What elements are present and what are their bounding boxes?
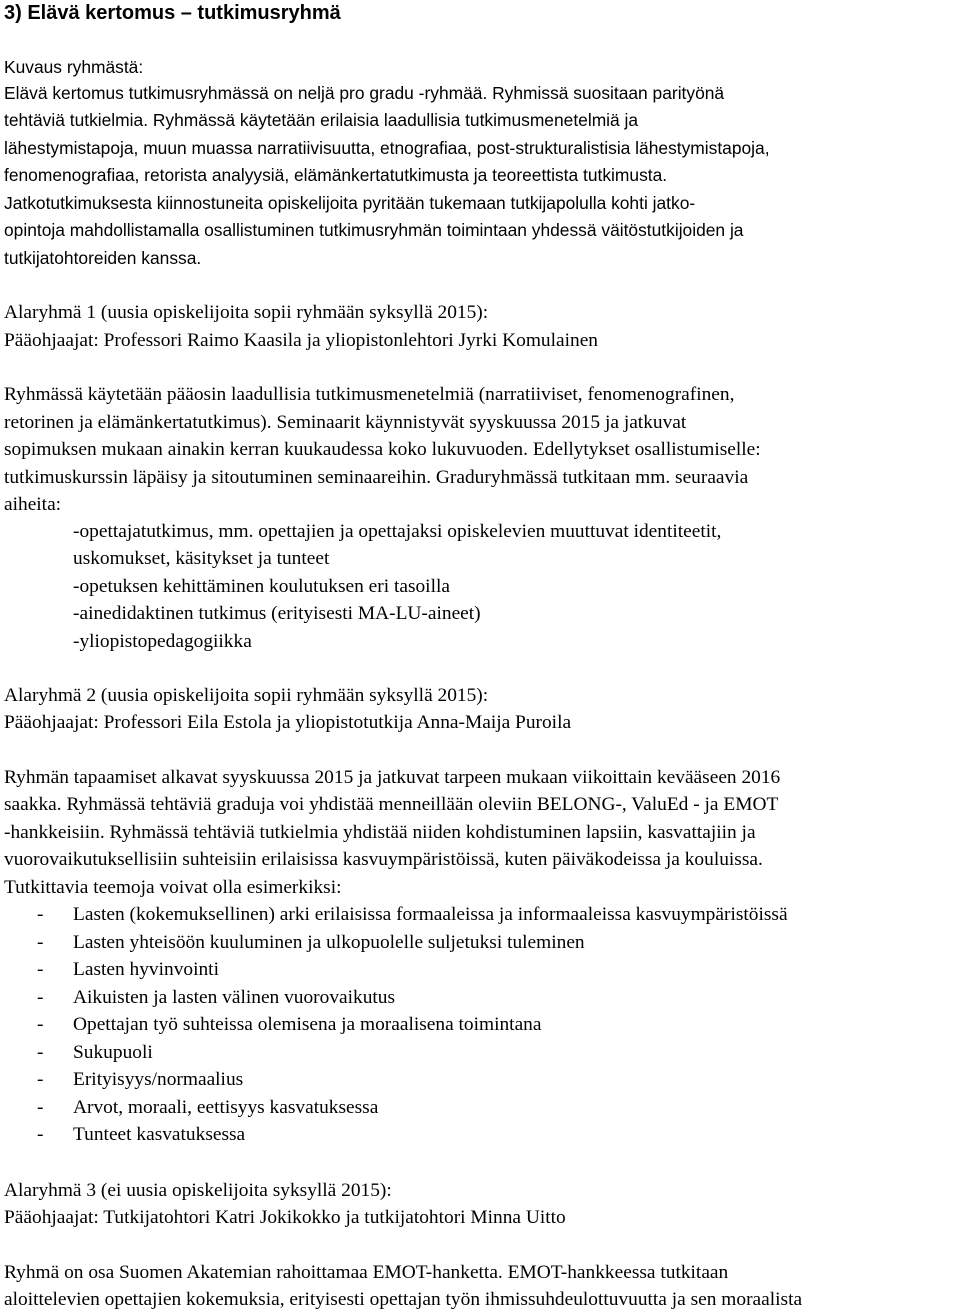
theme-item: Erityisyys/normaalius [73, 1069, 244, 1090]
list-dash: - [37, 1042, 44, 1063]
group3-title: Alaryhmä 3 (ei uusia opiskelijoita syksyllä 2015): [4, 1180, 392, 1201]
intro-label: Kuvaus ryhmästä: [4, 57, 144, 77]
intro-line: opintoja mahdollistamalla osallistuminen tutkimusryhmän toimintaan yhdessä väitöstutkijoiden ja [4, 220, 744, 240]
theme-item: Arvot, moraali, eettisyys kasvatuksessa [73, 1097, 379, 1118]
group1-topic: -ainedidaktinen tutkimus (erityisesti MA-LU-aineet) [73, 603, 481, 624]
theme-item: Opettajan työ suhteissa olemisena ja moraalisena toimintana [73, 1014, 542, 1035]
theme-item: Lasten (kokemuksellinen) arki erilaisissa formaaleissa ja informaaleissa kasvuympäristöissä [73, 904, 788, 925]
group3-line: aloittelevien opettajien kokemuksia, erityisesti opettajan työn ihmissuhdeulottuvuutta ja sen moraalista [4, 1289, 803, 1310]
group1-title: Alaryhmä 1 (uusia opiskelijoita sopii ryhmään syksyllä 2015): [4, 302, 489, 323]
group2-line: saakka. Ryhmässä tehtäviä graduja voi yhdistää menneillään oleviin BELONG-, ValuEd - ja EMOT [4, 794, 779, 815]
group1-topic: -opetuksen kehittäminen koulutuksen eri tasoilla [73, 576, 450, 597]
theme-item: Lasten hyvinvointi [73, 959, 219, 980]
group1-supervisors: Pääohjaajat: Professori Raimo Kaasila ja yliopistonlehtori Jyrki Komulainen [4, 330, 598, 351]
list-dash: - [37, 1124, 44, 1145]
section-heading: 3) Elävä kertomus – tutkimusryhmä [4, 2, 341, 24]
group1-line: aiheita: [4, 494, 62, 515]
intro-line: tehtäviä tutkielmia. Ryhmässä käytetään erilaisia laadullisia tutkimusmenetelmiä ja [4, 110, 639, 130]
group2-title: Alaryhmä 2 (uusia opiskelijoita sopii ryhmään syksyllä 2015): [4, 685, 489, 706]
group2-supervisors: Pääohjaajat: Professori Eila Estola ja yliopistotutkija Anna-Maija Puroila [4, 712, 572, 733]
list-dash: - [37, 1069, 44, 1090]
list-dash: - [37, 904, 44, 925]
theme-item: Lasten yhteisöön kuuluminen ja ulkopuolelle suljetuksi tuleminen [73, 932, 585, 953]
group2-line: vuorovaikutuksellisiin suhteisiin erilaisissa kasvuympäristöissä, kuten päiväkodeissa ja kouluissa. [4, 849, 763, 870]
group1-line: tutkimuskurssin läpäisy ja sitoutuminen seminaareihin. Graduryhmässä tutkitaan mm. seuraavia [4, 467, 749, 488]
group3-line: Ryhmä on osa Suomen Akatemian rahoittamaa EMOT-hanketta. EMOT-hankkeessa tutkitaan [4, 1262, 729, 1283]
intro-line: tutkijatohtoreiden kanssa. [4, 248, 202, 268]
group2-line: Tutkittavia teemoja voivat olla esimerkiksi: [4, 877, 342, 898]
list-dash: - [37, 987, 44, 1008]
list-dash: - [37, 932, 44, 953]
group1-line: sopimuksen mukaan ainakin kerran kuukaudessa koko lukuvuoden. Edellytykset osallistumiselle: [4, 439, 761, 460]
group2-line: Ryhmän tapaamiset alkavat syyskuussa 2015 ja jatkuvat tarpeen mukaan viikoittain kevääseen 2016 [4, 767, 781, 788]
group1-topic: -opettajatutkimus, mm. opettajien ja opettajaksi opiskelevien muuttuvat identiteetit, [73, 521, 722, 542]
intro-line: lähestymistapoja, muun muassa narratiivisuutta, etnografiaa, post-strukturalistisia lähestymistapoja, [4, 138, 770, 158]
list-dash: - [37, 1097, 44, 1118]
intro-line: Elävä kertomus tutkimusryhmässä on neljä pro gradu -ryhmää. Ryhmissä suositaan parityönä [4, 83, 725, 103]
group1-topic: -yliopistopedagogiikka [73, 631, 252, 652]
list-dash: - [37, 959, 44, 980]
list-dash: - [37, 1014, 44, 1035]
group3-supervisors: Pääohjaajat: Tutkijatohtori Katri Jokikokko ja tutkijatohtori Minna Uitto [4, 1207, 566, 1228]
theme-item: Tunteet kasvatuksessa [73, 1124, 246, 1145]
group2-line: -hankkeisiin. Ryhmässä tehtäviä tutkielmia yhdistää niiden kohdistuminen lapsiin, kasvattajiin ja [4, 822, 756, 843]
group1-line: retorinen ja elämänkertatutkimus). Seminaarit käynnistyvät syyskuussa 2015 ja jatkuvat [4, 412, 687, 433]
theme-item: Aikuisten ja lasten välinen vuorovaikutus [73, 987, 396, 1008]
group1-topic: uskomukset, käsitykset ja tunteet [73, 548, 330, 569]
intro-line: fenomenografiaa, retorista analyysiä, elämänkertatutkimusta ja teoreettista tutkimusta. [4, 165, 668, 185]
group1-line: Ryhmässä käytetään pääosin laadullisia tutkimusmenetelmiä (narratiiviset, fenomenografinen, [4, 384, 735, 405]
intro-line: Jatkotutkimuksesta kiinnostuneita opiskelijoita pyritään tukemaan tutkijapolulla kohti jatko- [4, 193, 696, 213]
theme-item: Sukupuoli [73, 1042, 153, 1063]
